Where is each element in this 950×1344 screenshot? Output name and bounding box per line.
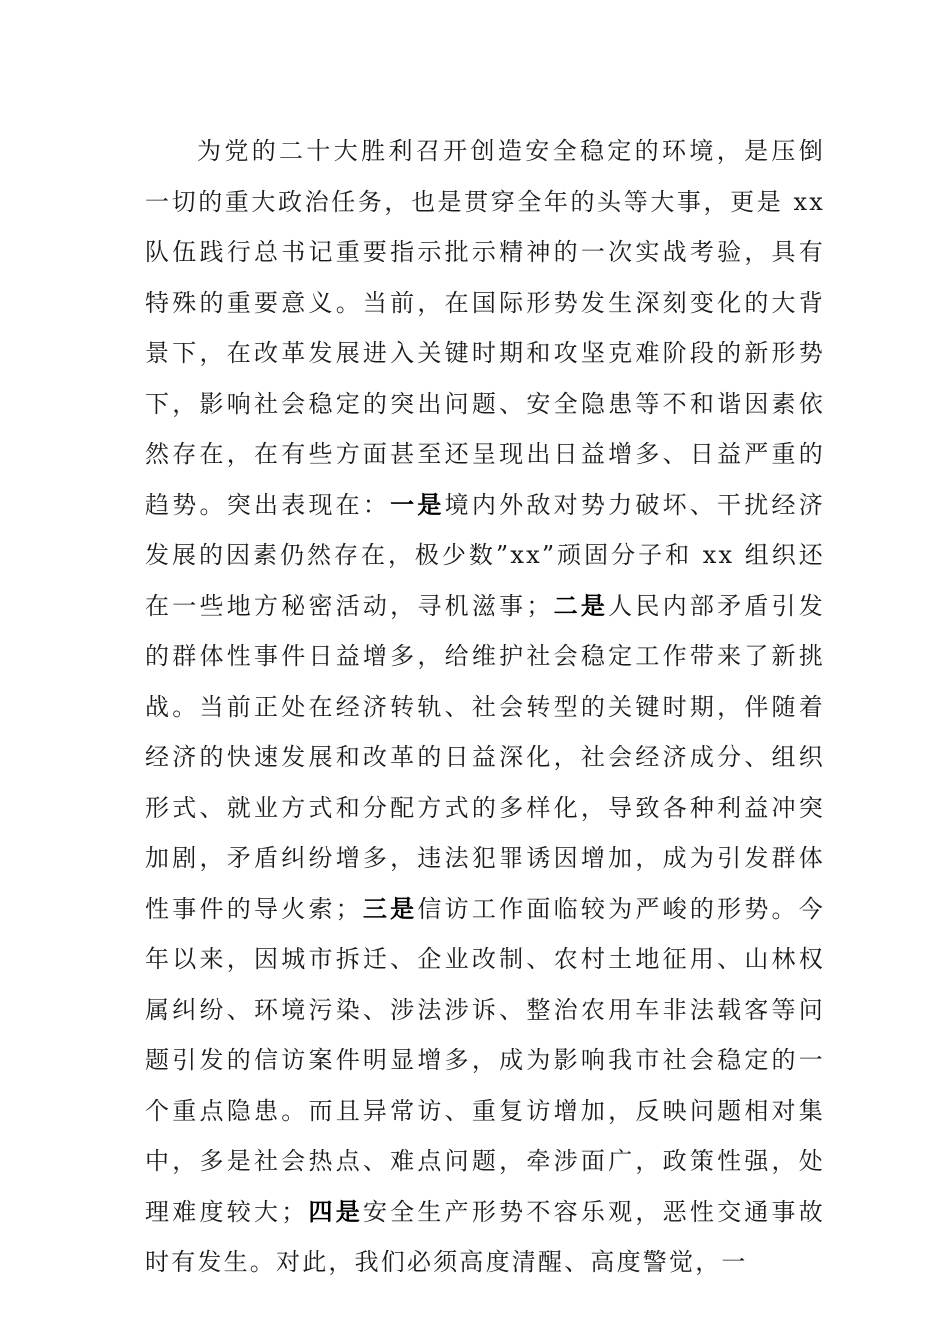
paragraph-text-point-1: 境内外敌对势力破坏、干扰经济发展的因素仍然存在，极少数”xx”顽固分子和 xx 组织还在一些地方秘密活动，寻机滋事； [145, 490, 825, 620]
paragraph-text-intro: 为党的二十大胜利召开创造安全稳定的环境，是压倒一切的重大政治任务，也是贯穿全年的头等大事，更是 xx 队伍践行总书记重要指示批示精神的一次实战考验，具有特殊的重要意义。当前，在国际形势发生深刻变化的大背景下，在改革发展进入关键时期和攻坚克难阶段的新形势下，影响社会稳定的突出问题、安全隐患等不和谐因素依然存在，在有些方面甚至还呈现出日益增多、日益严重的趋势。突出表现在： [145, 137, 825, 519]
point-marker-3: 三是 [361, 894, 418, 923]
paragraph-text-point-2: 人民内部矛盾引发的群体性事件日益增多，给维护社会稳定工作带来了新挑战。当前正处在经济转轨、社会转型的关键时期，伴随着经济的快速发展和改革的日益深化，社会经济成分、组织形式、就业方式和分配方式的多样化，导致各种利益冲突加剧，矛盾纠纷增多，违法犯罪诱因增加，成为引发群体性事件的导火索； [145, 591, 825, 923]
body-paragraph [145, 126, 825, 1288]
point-marker-2: 二是 [552, 591, 609, 620]
point-marker-4: 四是 [307, 1197, 363, 1226]
paragraph-text-point-3: 信访工作面临较为严峻的形势。今年以来，因城市拆迁、企业改制、农村土地征用、山林权属纠纷、环境污染、涉法涉诉、整治农用车非法载客等问题引发的信访案件明显增多，成为影响我市社会稳定的一个重点隐患。而且异常访、重复访增加，反映问题相对集中，多是社会热点、难点问题，牵涉面广，政策性强，处理难度较大； [145, 894, 825, 1226]
paragraph-text-point-4: 安全生产形势不容乐观，恶性交通事故时有发生。对此，我们必须高度清醒、高度警觉，一 [145, 1197, 825, 1276]
point-marker-1: 一是 [390, 490, 445, 519]
